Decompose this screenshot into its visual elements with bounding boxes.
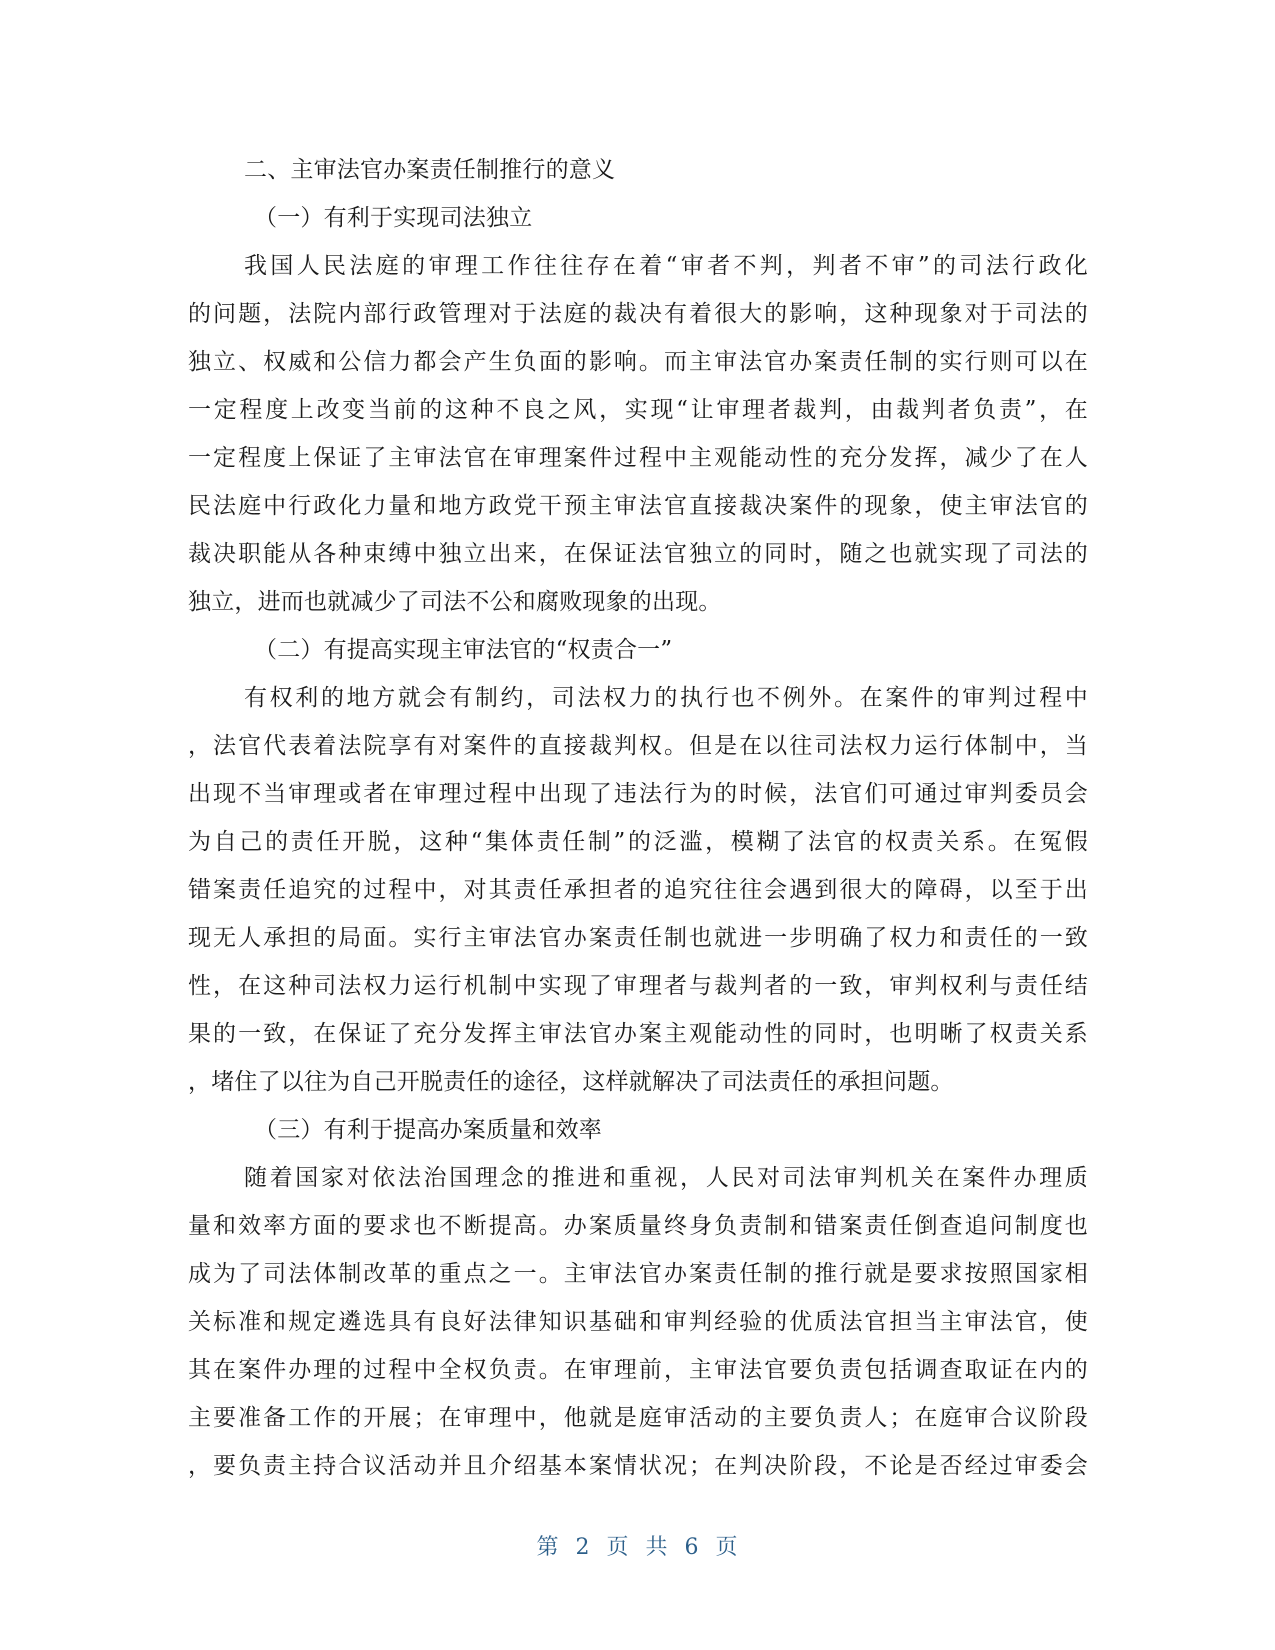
paragraph-line: 错案责任追究的过程中，对其责任承担者的追究往往会遇到很大的障碍，以至于出 xyxy=(188,877,1088,903)
paragraph-line: ，法官代表着法院享有对案件的直接裁判权。但是在以往司法权力运行体制中，当 xyxy=(188,733,1088,759)
paragraph-line: 独立，进而也就减少了司法不公和腐败现象的出现。 xyxy=(188,589,722,615)
paragraph-line: 一定程度上保证了主审法官在审理案件过程中主观能动性的充分发挥，减少了在人 xyxy=(188,445,1088,471)
footer-prefix: 第 xyxy=(536,1535,560,1560)
paragraph-line: ，堵住了以往为自己开脱责任的途径，这样就解决了司法责任的承担问题。 xyxy=(188,1069,954,1095)
paragraph-line: 有权利的地方就会有制约，司法权力的执行也不例外。在案件的审判过程中 xyxy=(244,685,1088,711)
paragraph-line: 现无人承担的局面。实行主审法官办案责任制也就进一步明确了权力和责任的一致 xyxy=(188,925,1088,951)
paragraph-line: 一定程度上改变当前的这种不良之风，实现“让审理者裁判，由裁判者负责”，在 xyxy=(188,397,1088,423)
paragraph-line: 性，在这种司法权力运行机制中实现了审理者与裁判者的一致，审判权利与责任结 xyxy=(188,973,1088,999)
paragraph-line: ，要负责主持合议活动并且介绍基本案情状况；在判决阶段，不论是否经过审委会 xyxy=(188,1453,1088,1479)
paragraph-line: 民法庭中行政化力量和地方政党干预主审法官直接裁决案件的现象，使主审法官的 xyxy=(188,493,1088,519)
paragraph-line: 果的一致，在保证了充分发挥主审法官办案主观能动性的同时，也明晰了权责关系 xyxy=(188,1021,1088,1047)
footer-suffix: 页 xyxy=(715,1535,739,1560)
paragraph-line: 的问题，法院内部行政管理对于法庭的裁决有着很大的影响，这种现象对于司法的 xyxy=(188,301,1088,327)
paragraph-line: 我国人民法庭的审理工作往往存在着“审者不判，判者不审”的司法行政化 xyxy=(244,253,1088,279)
paragraph-line: 成为了司法体制改革的重点之一。主审法官办案责任制的推行就是要求按照国家相 xyxy=(188,1261,1088,1287)
paragraph-line: 其在案件办理的过程中全权负责。在审理前，主审法官要负责包括调查取证在内的 xyxy=(188,1357,1088,1383)
paragraph-line: 关标准和规定遴选具有良好法律知识基础和审判经验的优质法官担当主审法官，使 xyxy=(188,1309,1088,1335)
paragraph-line: 出现不当审理或者在审理过程中出现了违法行为的时候，法官们可通过审判委员会 xyxy=(188,781,1088,807)
document-body xyxy=(188,146,1088,1490)
page-footer xyxy=(0,1530,1275,1561)
paragraph-line: 独立、权威和公信力都会产生负面的影响。而主审法官办案责任制的实行则可以在 xyxy=(188,349,1088,375)
subsection-title-3: （三）有利于提高办案质量和效率 xyxy=(254,1117,602,1143)
paragraph-line: 为自己的责任开脱，这种“集体责任制”的泛滥，模糊了法官的权责关系。在冤假 xyxy=(188,829,1088,855)
footer-page-label: 页 xyxy=(606,1535,630,1560)
paragraph-line: 主要准备工作的开展；在审理中，他就是庭审活动的主要负责人；在庭审合议阶段 xyxy=(188,1405,1088,1431)
footer-total-label: 共 xyxy=(645,1535,669,1560)
subsection-title-1: （一）有利于实现司法独立 xyxy=(254,205,533,231)
paragraph-line: 量和效率方面的要求也不断提高。办案质量终身负责制和错案责任倒查追问制度也 xyxy=(188,1213,1088,1239)
paragraph-line: 裁决职能从各种束缚中独立出来，在保证法官独立的同时，随之也就实现了司法的 xyxy=(188,541,1088,567)
paragraph-line: 随着国家对依法治国理念的推进和重视，人民对司法审判机关在案件办理质 xyxy=(244,1165,1088,1191)
total-pages: 6 xyxy=(684,1535,700,1560)
page-number: 2 xyxy=(575,1535,591,1560)
section-heading: 二、主审法官办案责任制推行的意义 xyxy=(244,157,616,183)
subsection-title-2: （二）有提高实现主审法官的“权责合一” xyxy=(254,637,673,663)
